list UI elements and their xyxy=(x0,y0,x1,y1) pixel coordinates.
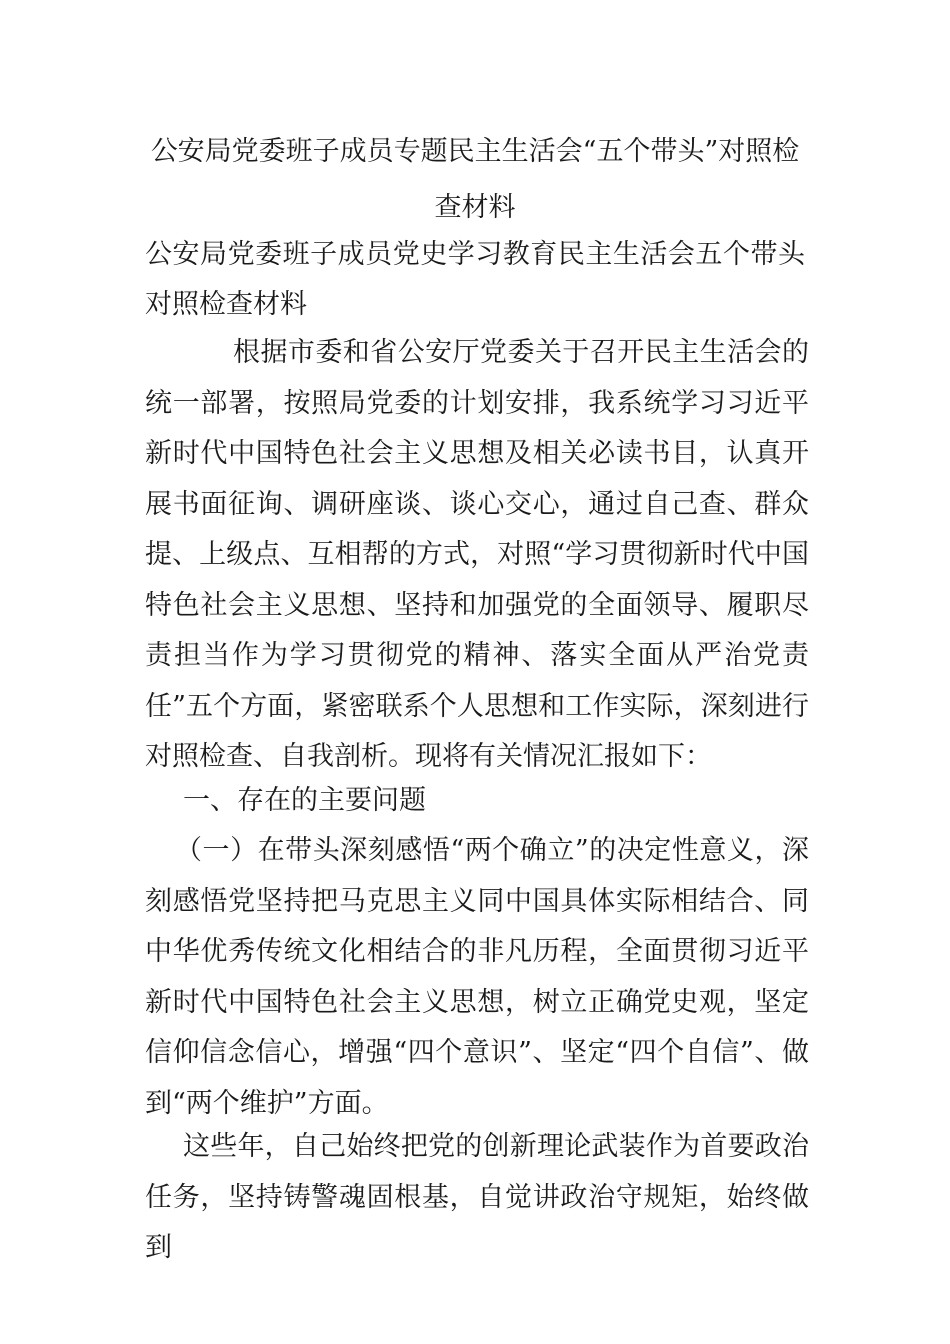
document-title: 公安局党委班子成员专题民主生活会“五个带头”对照检查材料 xyxy=(150,136,800,223)
document-subtitle: 公安局党委班子成员党史学习教育民主生活会五个带头对照检查材料 xyxy=(145,239,805,320)
section-heading: 一、存在的主要问题 xyxy=(183,785,426,816)
body-paragraph: 这些年，自己始终把党的创新理论武装作为首要政治任务，坚持铸警魂固根基，自觉讲政治守规矩，始终做到 xyxy=(145,1131,809,1263)
subsection-paragraph: （一）在带头深刻感悟“两个确立”的决定性意义，深刻感悟党坚持把马克思主义同中国具体实际相结合、同中华优秀传统文化相结合的非凡历程，全面贯彻习近平新时代中国特色社会主义思想，树立正确党史观，坚定信仰信念信心，增强“四个意识”、坚定“四个自信”、做到“两个维护”方面。 xyxy=(145,835,809,1119)
intro-paragraph: 根据市委和省公安厅党委关于召开民主生活会的统一部署，按照局党委的计划安排，我系统学习习近平新时代中国特色社会主义思想及相关必读书目，认真开展书面征询、调研座谈、谈心交心，通过自己查、群众提、上级点、互相帮的方式，对照“学习贯彻新时代中国特色社会主义思想、坚持和加强党的全面领导、履职尽责担当作为学习贯彻党的精神、落实全面从严治党责任”五个方面，紧密联系个人思想和工作实际，深刻进行对照检查、自我剖析。现将有关情况汇报如下： xyxy=(145,337,809,772)
